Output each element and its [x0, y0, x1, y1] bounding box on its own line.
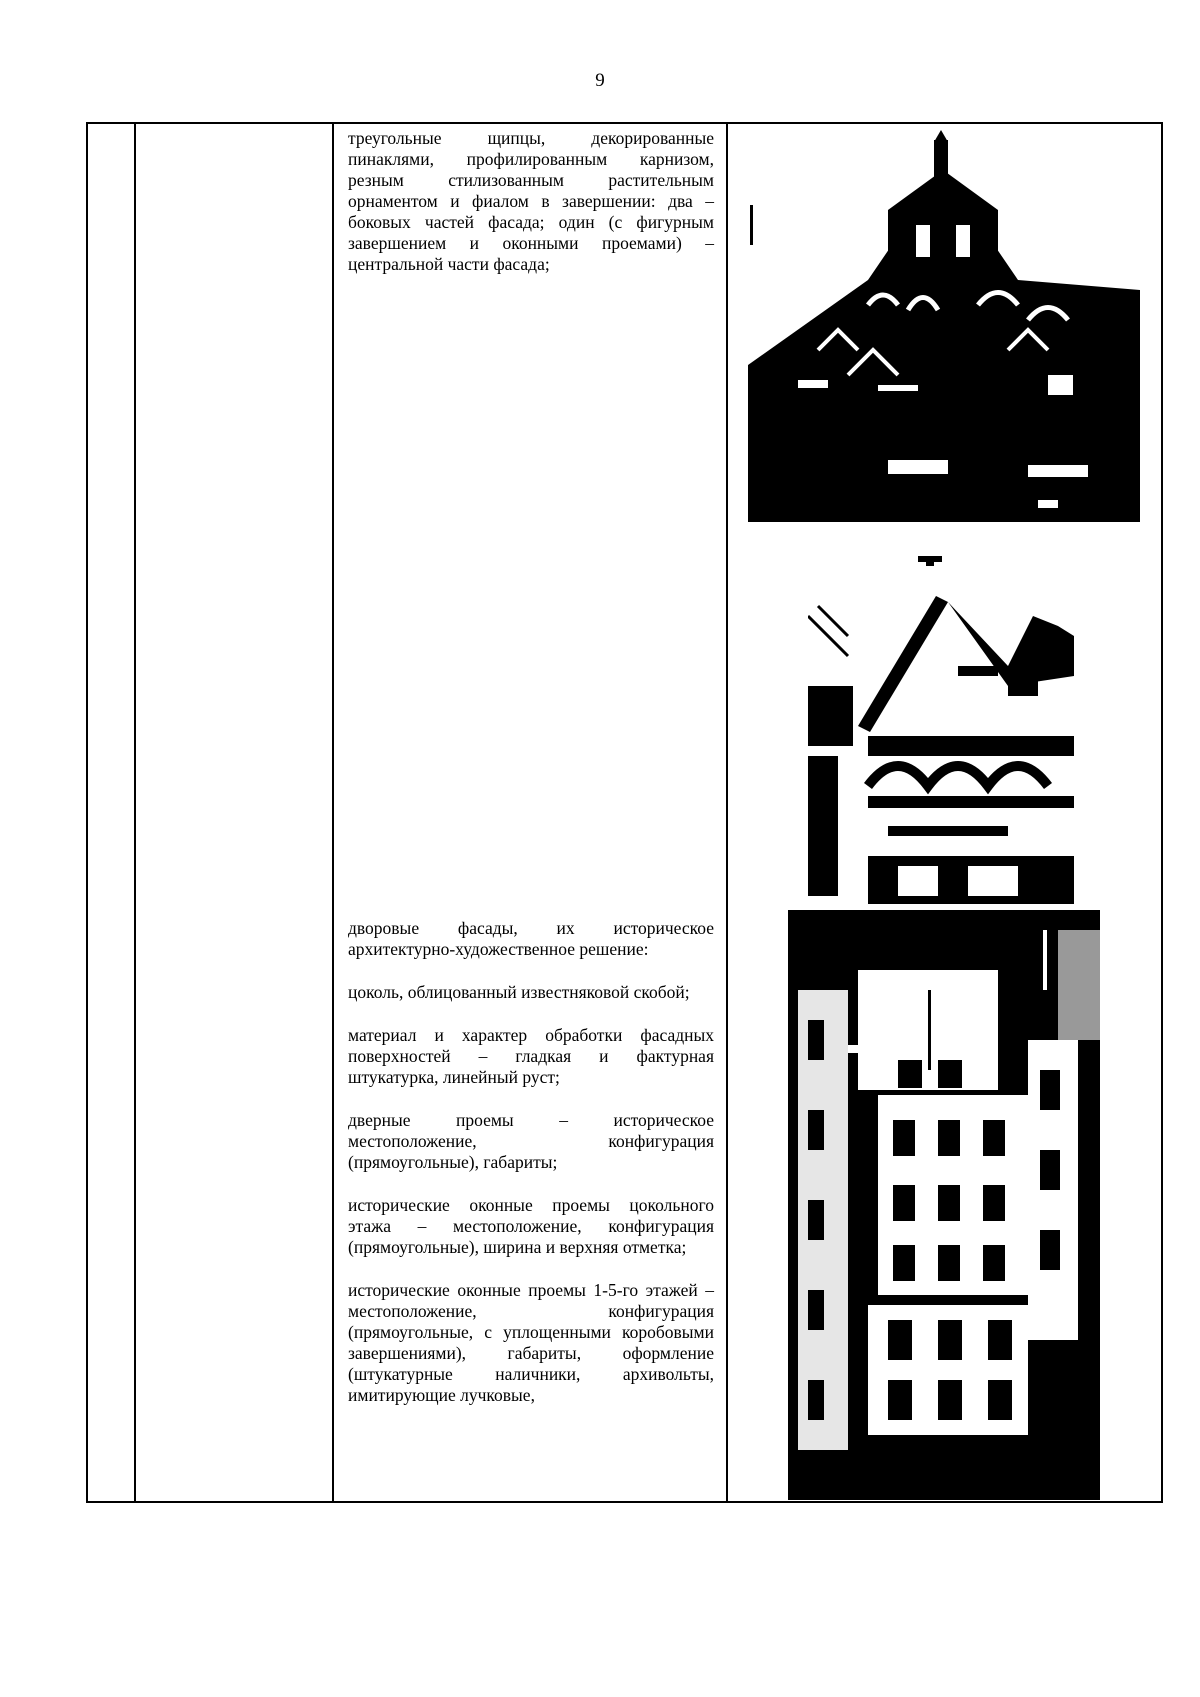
- basement-windows-text: исторические оконные проемы цокольного этажа – местоположение, конфигурация (прямоугольные), ширина и верхняя отметка;: [348, 1195, 714, 1257]
- surface-text: материал и характер обработки фасадных поверхностей – гладкая и фактурная штукатурка, линейный руст;: [348, 1025, 714, 1087]
- doors-text: дверные проемы – историческое местоположение, конфигурация (прямоугольные), габариты;: [348, 1110, 714, 1172]
- table-cell-number: [87, 123, 135, 1502]
- side-gable-photo: [808, 556, 1074, 904]
- gables-text: треугольные щипцы, декорированные пинаклями, профилированным карнизом, резным стилизованным растительным орнаментом и фиалом в завершении: два – боковых частей фасада; один (с фигурным завершением и оконными проемами) – центральной части фасада;: [348, 128, 714, 274]
- central-gable-photo: [748, 130, 1140, 522]
- table-row: [87, 123, 1162, 1502]
- gables-block: [348, 128, 714, 918]
- table-cell-photos: [727, 123, 1162, 1502]
- courtyard-intro: дворовые фасады, их историческое архитектурно-художественное решение:: [348, 918, 714, 959]
- courtyard-facade-photo: [788, 910, 1100, 1500]
- table-cell-object: [135, 123, 333, 1502]
- plinth-text: цоколь, облицованный известняковой скобой;: [348, 982, 690, 1002]
- page-number: 9: [595, 70, 605, 91]
- upper-windows-text: исторические оконные проемы 1-5-го этажей – местоположение, конфигурация (прямоугольные, с уплощенными коробовыми завершениями), габариты, оформление (штукатурные наличники, архивольты, имитирующие лучковые,: [348, 1280, 714, 1405]
- courtyard-block: [348, 918, 714, 1406]
- document-table: [86, 122, 1163, 1503]
- table-cell-description: [333, 123, 727, 1502]
